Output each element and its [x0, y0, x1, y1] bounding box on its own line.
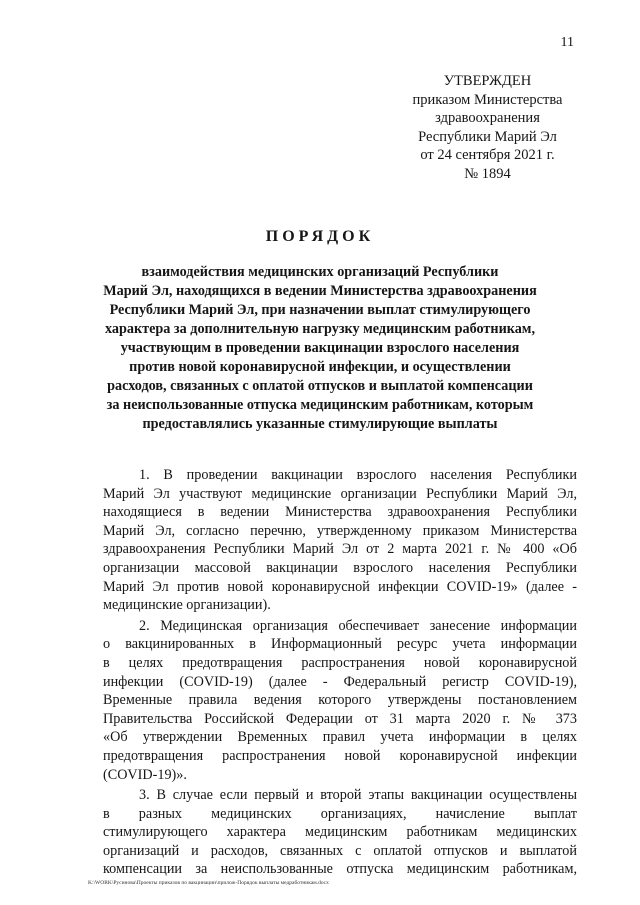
subtitle-line: участвующим в проведении вакцинации взрослого населения — [120, 340, 520, 356]
document-subtitle — [90, 263, 550, 434]
approval-line: Республики Марий Эл — [418, 128, 557, 145]
document-title: ПОРЯДОК — [265, 228, 375, 245]
subtitle-line: расходов, связанных с оплатой отпусков и выплатой компенсации — [107, 378, 533, 394]
paragraph-line: организаций и расходов, связанных с оплатой отпусков и выплатой — [103, 842, 577, 859]
subtitle-line: предоставлялись указанные стимулирующие выплаты — [142, 416, 498, 432]
file-path-footer: K:\WORK\Русинова\Проекты приказов по вакцинации\прилож-Порядок выплаты медработникам.docx — [88, 880, 329, 886]
document-body — [103, 466, 577, 881]
paragraph-line: 2. Медицинская организация обеспечивает занесение информации — [139, 617, 577, 634]
paragraph-line: Марий Эл против новой коронавирусной инфекции COVID-19» (далее - — [103, 578, 577, 595]
paragraph-line: «Об утверждении Временных правил учета информации в целях — [103, 729, 577, 746]
page-number: 11 — [560, 35, 574, 50]
paragraph-line: 1. В проведении вакцинации взрослого населения Республики — [139, 467, 577, 483]
paragraph-1 — [103, 466, 577, 615]
paragraph-line: Марий Эл участвуют медицинские организации Республики Марий Эл, — [103, 485, 577, 502]
subtitle-line: за неиспользованные отпуска медицинским работникам, которым — [106, 397, 534, 413]
subtitle-line: Марий Эл, находящихся в ведении Министерства здравоохранения — [103, 283, 537, 299]
approval-date: от 24 сентября 2021 г. — [420, 147, 555, 163]
paragraph-2 — [103, 617, 577, 784]
paragraph-line: здравоохранения Республики Марий Эл от 2 марта 2021 г. № 400 «Об — [103, 541, 577, 558]
paragraph-line: предотвращения распространения новой коронавирусной инфекции — [103, 747, 577, 764]
paragraph-line: находящиеся в ведении Министерства здравоохранения Республики — [103, 504, 577, 521]
subtitle-line: характера за дополнительную нагрузку медицинским работникам, — [104, 321, 536, 337]
paragraph-line: (COVID-19)». — [103, 766, 187, 783]
approval-stamp — [395, 72, 580, 183]
paragraph-line: в разных медицинских организациях, начисление выплат — [103, 805, 577, 822]
subtitle-line: взаимодействия медицинских организаций Республики — [141, 264, 499, 280]
subtitle-line: Республики Марий Эл, при назначении выплат стимулирующего — [109, 302, 531, 318]
approval-heading: УТВЕРЖДЕН — [443, 73, 532, 89]
paragraph-line: инфекции (COVID-19) (далее - Федеральный регистр COVID-19), — [103, 673, 577, 690]
paragraph-line: медицинские организации). — [103, 597, 271, 614]
paragraph-line: 3. В случае если первый и второй этапы вакцинации осуществлены — [139, 787, 577, 804]
paragraph-line: Временные правила ведения которого утверждены постановлением — [103, 692, 577, 709]
paragraph-line: компенсации за неиспользованные отпуска медицинским работникам, — [103, 861, 577, 878]
paragraph-line: о вакцинированных в Информационный ресурс учета информации — [103, 636, 577, 653]
approval-line: здравоохранения — [435, 110, 540, 126]
paragraph-3 — [103, 786, 577, 879]
approval-number: № 1894 — [464, 165, 511, 182]
approval-line: приказом Министерства — [412, 91, 563, 108]
paragraph-line: Марий Эл, согласно перечню, утвержденному приказом Министерства — [103, 522, 577, 539]
paragraph-line: Правительства Российской Федерации от 31 марта 2020 г. № 373 — [103, 710, 577, 727]
paragraph-line: организации массовой вакцинации взрослого населения Республики — [103, 559, 577, 576]
paragraph-line: в целях предотвращения распространения новой коронавирусной — [103, 654, 577, 671]
paragraph-line: стимулирующего характера медицинским работникам медицинских — [103, 824, 577, 841]
subtitle-line: против новой коронавирусной инфекции, и осуществлении — [129, 359, 511, 375]
